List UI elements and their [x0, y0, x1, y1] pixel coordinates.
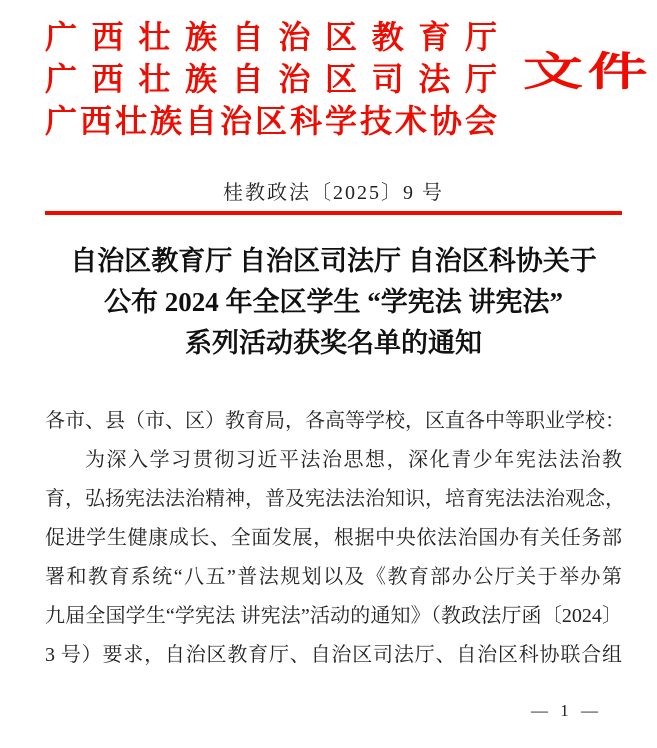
salutation-line: 各市、县（市、区）教育局，各高等学校，区直各中等职业学校： [45, 410, 625, 432]
agency-name-education-dept: 广西壮族自治区教育厅 [45, 19, 497, 55]
document-title [45, 241, 622, 364]
document-marker-wenjian: 文件 [523, 49, 652, 94]
page-number: — 1 — [531, 701, 602, 720]
document-title-line-1: 自治区教育厅 自治区司法厅 自治区科协关于 [70, 246, 597, 276]
body-paragraph-line: 为深入学习贯彻习近平法治思想，深化青少年宪法法治教 [85, 449, 622, 471]
body-paragraph-line: 3 号）要求，自治区教育厅、自治区司法厅、自治区科协联合组 [45, 644, 622, 666]
agency-name-science-association: 广西壮族自治区科学技术协会 [45, 103, 497, 139]
letterhead [45, 16, 652, 142]
document-title-line-3: 系列活动获奖名单的通知 [185, 328, 482, 358]
red-separator-rule [45, 211, 622, 215]
document-title-line-2: 公布 2024 年全区学生 “学宪法 讲宪法” [104, 287, 563, 317]
agency-name-justice-dept: 广西壮族自治区司法厅 [45, 61, 497, 97]
body-paragraph-line: 育，弘扬宪法法治精神，普及宪法法治知识，培育宪法法治观念， [45, 488, 625, 510]
document-number: 桂教政法〔2025〕9 号 [223, 182, 444, 204]
document-body [45, 402, 625, 675]
body-paragraph-line: 九届全国学生“学宪法 讲宪法”活动的通知》（教政法厅函〔2024〕 [45, 605, 622, 627]
body-paragraph-line: 署和教育系统“八五”普法规划以及《教育部办公厅关于举办第 [45, 566, 622, 588]
body-paragraph-line: 促进学生健康成长、全面发展，根据中央依法治国办有关任务部 [45, 527, 622, 549]
